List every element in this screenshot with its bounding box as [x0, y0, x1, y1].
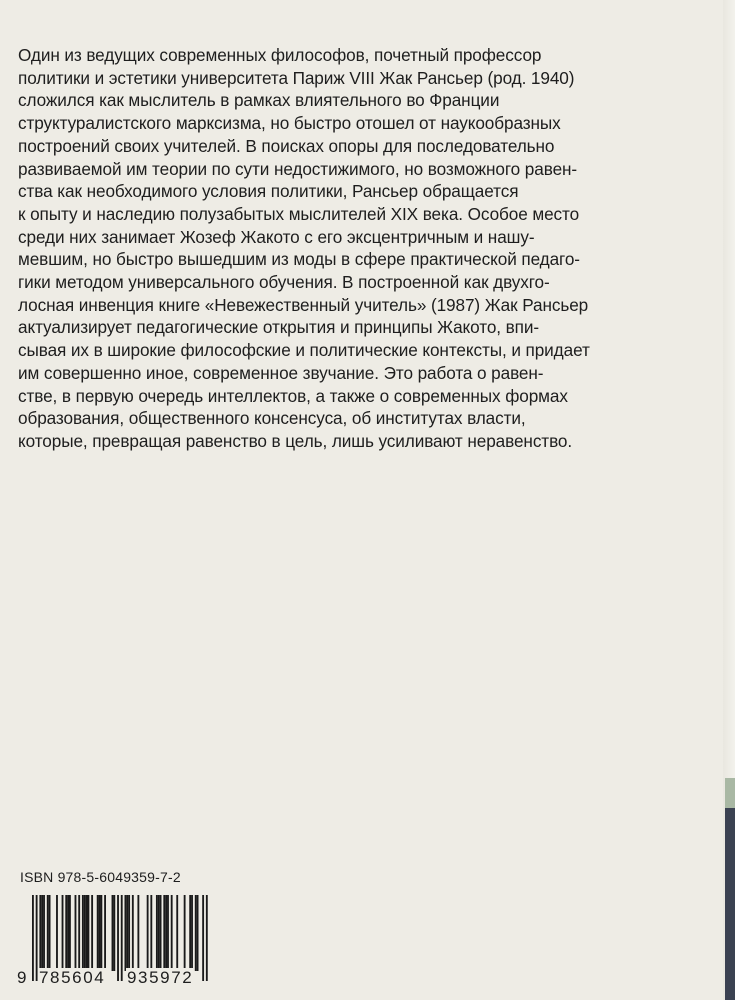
blurb-line: к опыту и наследию полузабытых мыслителей XIX века. Особое место [18, 203, 580, 224]
barcode-bar [150, 895, 152, 971]
blurb-line: политики и эстетики университета Париж VIII Жак Рансьер (род. 1940) [18, 67, 575, 88]
barcode-bar [165, 895, 167, 971]
blurb-line: Один из ведущих современных философов, почетный профессор [18, 45, 542, 65]
blurb-line: образования, общественного консенсуса, об институтах власти, [18, 408, 526, 429]
barcode-bar [47, 895, 49, 971]
barcode-bar [75, 895, 77, 971]
barcode-bar [171, 895, 173, 971]
barcode-bar [128, 895, 130, 971]
blurb-line: ства как необходимого условия политики, Рансьер обращается [18, 181, 519, 202]
barcode-bar [137, 895, 139, 971]
barcode-bar [176, 895, 178, 971]
blurb-line: развиваемой им теории по сути недостижимого, но возможного равен- [18, 158, 578, 179]
barcode-bar [69, 895, 71, 971]
barcode-digits-left: 785604 [39, 968, 106, 987]
barcode-bar [189, 895, 191, 971]
barcode-digits-right: 935972 [127, 968, 194, 987]
barcode-bar [99, 895, 101, 971]
barcode-bar [191, 895, 193, 971]
isbn-label: ISBN 978-5-6049359-7-2 [20, 869, 181, 885]
blurb-line: гики методом универсального обучения. В построенной как двухго- [18, 272, 550, 293]
barcode-bar [97, 895, 99, 971]
barcode-bar [126, 895, 128, 971]
barcode-bar [49, 895, 51, 971]
barcode-bar [163, 895, 165, 971]
blurb-line: построений своих учителей. В поисках опоры для последовательно [18, 135, 555, 156]
barcode-bar [147, 895, 149, 971]
barcode-bar [132, 895, 134, 971]
blurb-line: стве, в первую очередь интеллектов, а также о современных формах [18, 385, 568, 406]
barcode-bar [91, 895, 93, 971]
barcode-bar [88, 895, 90, 971]
blurb-line: мевшим, но быстро вышедшим из моды в сфере практической педаго- [18, 249, 580, 270]
barcode-bar [195, 895, 197, 971]
barcode-bar [112, 895, 114, 971]
blurb-line: им совершенно иное, современное звучание. Это работа о равен- [18, 362, 544, 383]
blurb-line: которые, превращая равенство в цель, лишь усиливают неравенство. [18, 430, 573, 451]
barcode-bar [67, 895, 69, 971]
barcode-bar [56, 895, 58, 971]
barcode-bar [43, 895, 45, 971]
barcode-bar [113, 895, 115, 971]
barcode-bar [158, 895, 160, 971]
barcode-bar [156, 895, 158, 971]
barcode-bar [160, 895, 162, 971]
barcode-bar [65, 895, 67, 971]
blurb-line: лосная инвенция книге «Невежественный учитель» (1987) Жак Рансьер [18, 294, 589, 315]
barcode-bar [100, 895, 102, 971]
barcode-bar [104, 895, 106, 971]
blurb-line: структуралистского марксизма, но быстро отошел от наукообразных [18, 113, 561, 134]
barcode-digit-first: 9 [17, 968, 27, 987]
barcode-bar [184, 895, 186, 971]
barcode-bar [125, 895, 127, 971]
barcode-bar [197, 895, 199, 971]
barcode-digits [16, 968, 212, 990]
barcode-bar [84, 895, 86, 971]
barcode-bar [78, 895, 80, 971]
isbn-barcode [16, 893, 212, 989]
blurb-line: сывая их в широкие философские и политические контексты, и придает [18, 340, 590, 361]
blurb-line: среди них занимает Жозеф Жакото с его эксцентричным и нашу- [18, 226, 535, 247]
barcode-bar [41, 895, 43, 971]
barcode-bar [39, 895, 41, 971]
barcode-bar [167, 895, 169, 971]
back-cover-blurb [18, 44, 698, 453]
spine-color-strip-light [725, 778, 735, 808]
barcode-bar [62, 895, 64, 971]
barcode-bar [86, 895, 88, 971]
blurb-line: сложился как мыслитель в рамках влиятельного во Франции [18, 90, 500, 111]
blurb-line: актуализирует педагогические открытия и принципы Жакото, впи- [18, 317, 539, 338]
spine-color-strip-dark [725, 808, 735, 1000]
barcode-bar [82, 895, 84, 971]
